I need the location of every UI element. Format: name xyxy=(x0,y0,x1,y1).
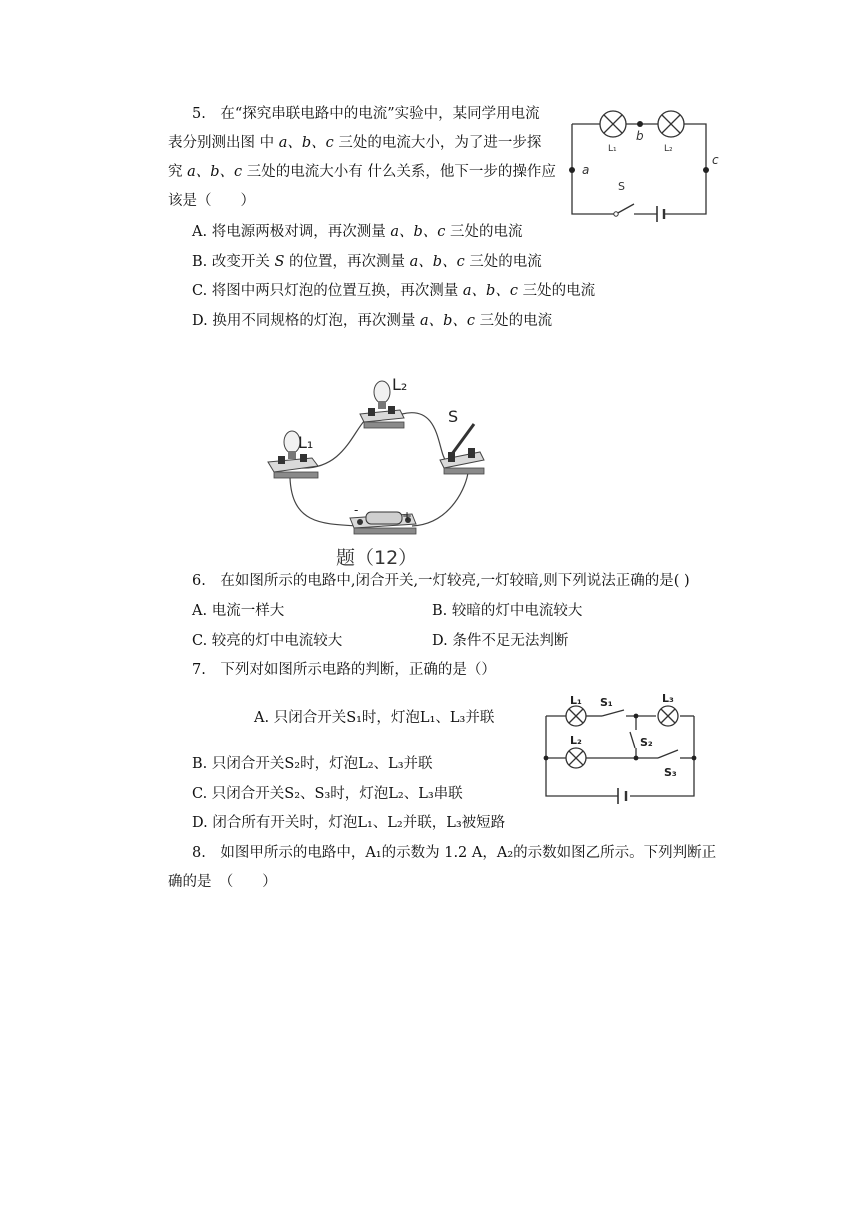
q5-label-l2: L₂ xyxy=(664,144,673,154)
q5-option-d xyxy=(192,311,552,331)
q7-label-s2: S₂ xyxy=(640,736,653,749)
q5-stem-line3 xyxy=(168,162,556,182)
lamp-l2-icon xyxy=(566,748,586,768)
q5-option-b-text: B. 改变开关 xyxy=(192,254,270,270)
q5-option-d-tail: 三处的电流 xyxy=(479,313,553,329)
q7-option-a: A. 只闭合开关S₁时，灯泡L₁、L₃并联 xyxy=(254,710,495,726)
q5-option-c xyxy=(192,281,595,301)
q6-option-b: B. 较暗的灯中电流较大 xyxy=(432,603,583,619)
q5-s-var: S xyxy=(274,254,285,270)
q5-stem-line3-b: 三处的电流大小有 什么关系，他下一步的操作应 xyxy=(246,164,556,180)
lamp-l1-icon xyxy=(566,706,586,726)
q5-option-a xyxy=(192,222,522,242)
photo-label-minus: - xyxy=(354,503,359,517)
q5-label-c: c xyxy=(712,153,719,167)
q7-label-l2: L₂ xyxy=(570,734,582,747)
q7-label-l3: L₃ xyxy=(662,692,674,705)
photo-label-l1: L₁ xyxy=(298,433,314,452)
q5-label-b: b xyxy=(636,129,644,143)
q5-option-b-tail: 三处的电流 xyxy=(469,254,542,270)
q5-option-d-text: D. 换用不同规格的灯泡，再次测量 xyxy=(192,313,416,329)
q5-option-b xyxy=(192,252,542,272)
q7-label-s1: S₁ xyxy=(600,696,613,709)
q8-stem-line1: 8. 如图甲所示的电路中，A₁的示数为 1.2 A，A₂的示数如图乙所示。下列判断正 xyxy=(192,845,717,861)
q8-stem-line2: 确的是 （ ） xyxy=(168,874,277,890)
figure-caption: 题（12） xyxy=(336,547,418,569)
q6-option-c: C. 较亮的灯中电流较大 xyxy=(192,633,343,649)
photo-label-s: S xyxy=(448,407,459,426)
q5-abc: a、b、c xyxy=(390,224,446,240)
q5-option-a-text: A. 将电源两极对调，再次测量 xyxy=(192,224,386,240)
q7-label-s3: S₃ xyxy=(664,766,677,779)
q5-stem-line1: 5. 在“探究串联电路中的电流”实验中，某同学用电流 xyxy=(192,106,540,122)
q7-option-b: B. 只闭合开关S₂时，灯泡L₂、L₃并联 xyxy=(192,756,433,772)
q6-stem: 6. 在如图所示的电路中,闭合开关,一灯较亮,一灯较暗,则下列说法正确的是( ) xyxy=(192,573,690,589)
q5-abc: a、b、c xyxy=(419,313,475,329)
q5-stem-line4: 该是（ ） xyxy=(168,193,255,209)
q5-option-a-tail: 三处的电流 xyxy=(449,224,523,240)
q5-abc: a、b、c xyxy=(278,135,334,151)
q6-option-a: A. 电流一样大 xyxy=(192,603,285,619)
q5-label-l1: L₁ xyxy=(608,144,617,154)
q5-stem-line2 xyxy=(168,133,541,153)
photo-label-l2: L₂ xyxy=(392,375,408,394)
lamp-l3-icon xyxy=(658,706,678,726)
q7-stem: 7. 下列对如图所示电路的判断，正确的是（） xyxy=(192,662,496,678)
q5-label-a: a xyxy=(582,163,590,177)
q5-circuit-diagram xyxy=(560,104,720,220)
q5-abc: a、b、c xyxy=(187,164,243,180)
q5-stem-line3-a: 究 xyxy=(168,164,183,180)
q5-option-c-text: C. 将图中两只灯泡的位置互换，再次测量 xyxy=(192,283,459,299)
q7-label-l1: L₁ xyxy=(570,694,582,707)
q5-abc: a、b、c xyxy=(409,254,465,270)
q7-option-c: C. 只闭合开关S₂、S₃时，灯泡L₂、L₃串联 xyxy=(192,786,463,802)
lamp-l1-icon xyxy=(600,111,626,137)
lamp-l2-icon xyxy=(658,111,684,137)
photo-label-plus: + xyxy=(402,509,413,523)
q6-option-d: D. 条件不足无法判断 xyxy=(432,633,569,649)
q5-stem-line2-b: 三处的电流大小，为了进一步探 xyxy=(338,135,542,151)
q5-label-s: S xyxy=(618,180,625,193)
q5-abc: a、b、c xyxy=(462,283,518,299)
q7-circuit-diagram xyxy=(538,686,698,804)
switch-s-icon xyxy=(440,424,484,474)
q5-option-b-mid: 的位置，再次测量 xyxy=(289,254,406,270)
q5-stem-line2-a: 表分别测出图 中 xyxy=(168,135,275,151)
q7-option-d: D. 闭合所有开关时，灯泡L₁、L₂并联，L₃被短路 xyxy=(192,815,506,831)
q6-circuit-photo xyxy=(262,374,492,568)
q5-option-c-tail: 三处的电流 xyxy=(522,283,596,299)
